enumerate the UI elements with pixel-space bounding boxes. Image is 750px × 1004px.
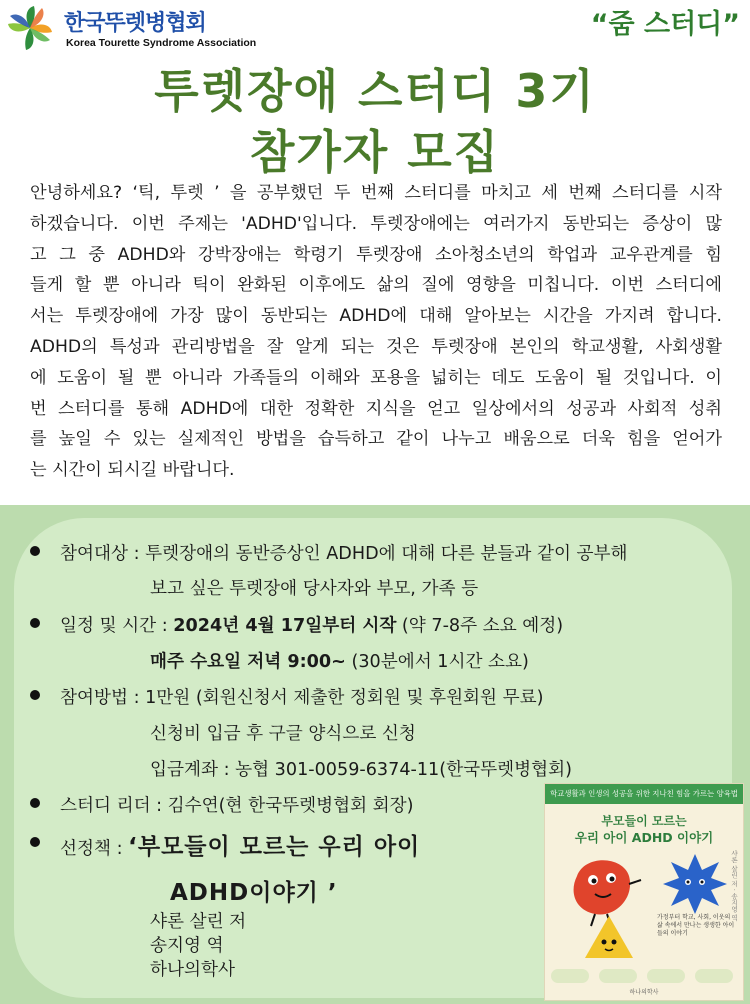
intro-line: 번 스터디를 통해 ADHD에 대한 정확한 지식을 얻고 일상에서의 성공과 사회적 성취 [30, 398, 722, 419]
cover-band: 학교생활과 인생의 성공을 위한 지나친 힘을 가르는 양육법 [545, 784, 743, 804]
org-name-english: Korea Tourette Syndrome Association [66, 37, 257, 49]
schedule-duration: (약 7-8주 소요 예정) [396, 616, 564, 636]
cover-badge [599, 969, 637, 983]
cover-title-line-2: 우리 아이 ADHD 이야기 [574, 830, 714, 845]
intro-paragraph [30, 178, 722, 486]
intro-line: 들게 할 뿐 아니라 틱이 완화된 이후에도 삶의 질에 영향을 미칩니다. 이번 스터디에 [30, 275, 722, 296]
schedule-row [60, 612, 563, 637]
book-title-line-2: ADHD이야기 ’ [170, 880, 338, 906]
bullet-icon [30, 798, 40, 808]
book-row [60, 828, 420, 861]
bullet-icon [30, 618, 40, 628]
target-row [60, 540, 628, 565]
book-publisher: 하나의학사 [150, 960, 235, 980]
zoom-study-badge: “줌 스터디” [590, 9, 740, 40]
cover-blurb: 가정부터 학교, 사회, 이웃의 삶 속에서 만나는 생생한 아이들의 이야기 [657, 914, 735, 937]
schedule-start-date: 2024년 4월 17일부터 시작 [173, 616, 397, 636]
book-cover-image [544, 783, 744, 1001]
bullet-icon [30, 690, 40, 700]
leader-row: 스터디 리더 : 김수연(현 한국뚜렛병협회 회장) [60, 796, 414, 816]
pinwheel-logo-icon [4, 4, 56, 52]
intro-line: 는 시간이 되시길 바랍니다. [30, 460, 235, 481]
intro-line: 하겠습니다. 이번 주제는 'ADHD'입니다. 투렛장애에는 여러가지 동반되는 증상이 많 [30, 213, 722, 234]
target-label: 참여대상 : [60, 544, 146, 564]
org-logo [4, 4, 274, 52]
method-apply-text: 신청비 입금 후 구글 양식으로 신청 [150, 724, 416, 744]
method-row [60, 684, 544, 709]
target-text: 투렛장애의 동반증상인 ADHD에 대해 다른 분들과 같이 공부해 [145, 544, 628, 564]
page-title-line-1: 투렛장애 스터디 3기 [154, 64, 596, 118]
schedule-label: 일정 및 시간 : [60, 616, 174, 636]
cover-title-line-1: 부모들이 모르는 [601, 814, 687, 828]
intro-line: 서는 투렛장애에 가장 많이 동반되는 ADHD에 대해 알아보는 시간을 가지려 합니다. [30, 306, 722, 327]
red-blob-character-icon [574, 860, 641, 926]
method-label: 참여방법 : [60, 688, 146, 708]
schedule-row-time [150, 648, 529, 673]
blue-star-character-icon [663, 854, 727, 914]
schedule-weekly-time: 매주 수요일 저녁 9:00~ [150, 652, 346, 672]
bullet-icon [30, 837, 40, 847]
intro-line: 에 도움이 될 뿐 아니라 가족들의 이해와 포용을 넓히는 데도 도움이 될 것입니다. 이 [30, 367, 722, 388]
cover-badge [647, 969, 685, 983]
cover-illustration [545, 844, 743, 974]
intro-line: 고 그 중 ADHD와 강박장애는 학령기 투렛장애 소아청소년의 학업과 교우관계를 힘 [30, 244, 722, 265]
intro-line: 를 높일 수 있는 실제적인 방법을 습득하고 같이 나누고 배움으로 더욱 힘을 얻어가 [30, 429, 722, 450]
cover-endorsement-badges [551, 969, 737, 983]
cover-badge [551, 969, 589, 983]
org-name-korean: 한국뚜렛병협회 [64, 11, 206, 36]
intro-line: ADHD의 특성과 관리방법을 잘 알게 되는 것은 투렛장애 본인의 학교생활, 사회생활 [30, 336, 722, 357]
cover-side-credit: 샤론 살린 저 · 송지영 역 [730, 850, 738, 921]
bullet-icon [30, 546, 40, 556]
intro-line: 안녕하세요? ‘틱, 투렛 ’ 을 공부했던 두 번째 스터디를 마치고 세 번째 스터디를 시작 [30, 183, 722, 203]
cover-publisher: 하나의학사 [629, 989, 659, 996]
book-label: 선정책 : [60, 839, 129, 859]
schedule-session-length: (30분에서 1시간 소요) [345, 652, 529, 672]
cover-badge [695, 969, 733, 983]
target-row-continued: 보고 싶은 투렛장애 당사자와 부모, 가족 등 [150, 579, 479, 599]
method-bank-account: 입금계좌 : 농협 301-0059-6374-11(한국뚜렛병협회) [150, 760, 572, 780]
book-title-line-1: ‘부모들이 모르는 우리 아이 [128, 834, 421, 860]
book-translator: 송지영 역 [150, 936, 224, 956]
book-author: 샤론 살린 저 [150, 912, 247, 932]
method-fee: 1만원 (회원신청서 제출한 정회원 및 후원회원 무료) [145, 688, 544, 708]
page-title-line-2: 참가자 모집 [249, 125, 501, 179]
